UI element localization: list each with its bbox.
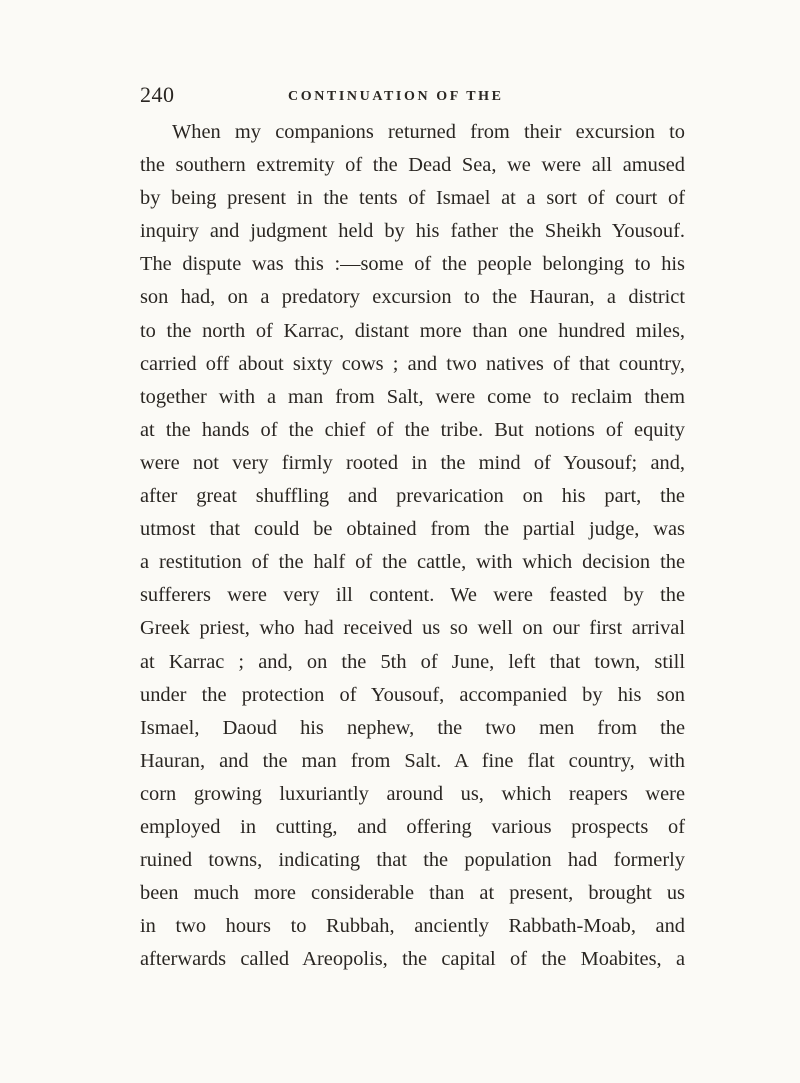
text-line: a restitution of the half of the cattle, with which decision the [140, 551, 685, 574]
text-line: employed in cutting, and offering various prospects of [140, 815, 685, 838]
text-line: by being present in the tents of Ismael at a sort of court of [140, 187, 685, 210]
text-line: inquiry and judgment held by his father the Sheikh Yousouf. [140, 220, 685, 243]
page-number: 240 [140, 82, 175, 107]
text-line: son had, on a predatory excursion to the Hauran, a district [140, 286, 685, 309]
text-line: together with a man from Salt, were come to reclaim them [140, 385, 685, 408]
text-line: afterwards called Areopolis, the capital of the Moabites, a [140, 948, 685, 971]
text-line: after great shuffling and prevarication on his part, the [140, 485, 685, 508]
text-line: at the hands of the chief of the tribe. But notions of equity [140, 418, 685, 441]
text-line: to the north of Karrac, distant more than one hundred miles, [140, 319, 685, 342]
text-line: ruined towns, indicating that the population had formerly [140, 849, 685, 872]
text-line: Greek priest, who had received us so well on our first arrival [140, 617, 685, 640]
text-line: under the protection of Yousouf, accompanied by his son [140, 683, 685, 706]
text-line: were not very firmly rooted in the mind of Yousouf; and, [140, 451, 685, 474]
text-line: utmost that could be obtained from the partial judge, was [140, 518, 685, 541]
text-line: in two hours to Rubbah, anciently Rabbath-Moab, and [140, 915, 685, 938]
text-line: been much more considerable than at present, brought us [140, 882, 685, 905]
text-line: carried off about sixty cows ; and two natives of that country, [140, 352, 685, 375]
text-line: The dispute was this :—some of the people belonging to his [140, 253, 685, 276]
text-line: sufferers were very ill content. We were feasted by the [140, 584, 685, 607]
body-text [140, 116, 685, 976]
text-line: at Karrac ; and, on the 5th of June, left that town, still [140, 650, 685, 673]
text-line: the southern extremity of the Dead Sea, we were all amused [140, 154, 685, 177]
text-line: corn growing luxuriantly around us, which reapers were [140, 782, 685, 805]
text-line: Hauran, and the man from Salt. A fine flat country, with [140, 749, 685, 772]
text-line: When my companions returned from their excursion to [172, 121, 685, 143]
page-header [140, 83, 680, 113]
text-line: Ismael, Daoud his nephew, the two men from the [140, 716, 685, 739]
running-head: CONTINUATION OF THE [288, 89, 504, 104]
